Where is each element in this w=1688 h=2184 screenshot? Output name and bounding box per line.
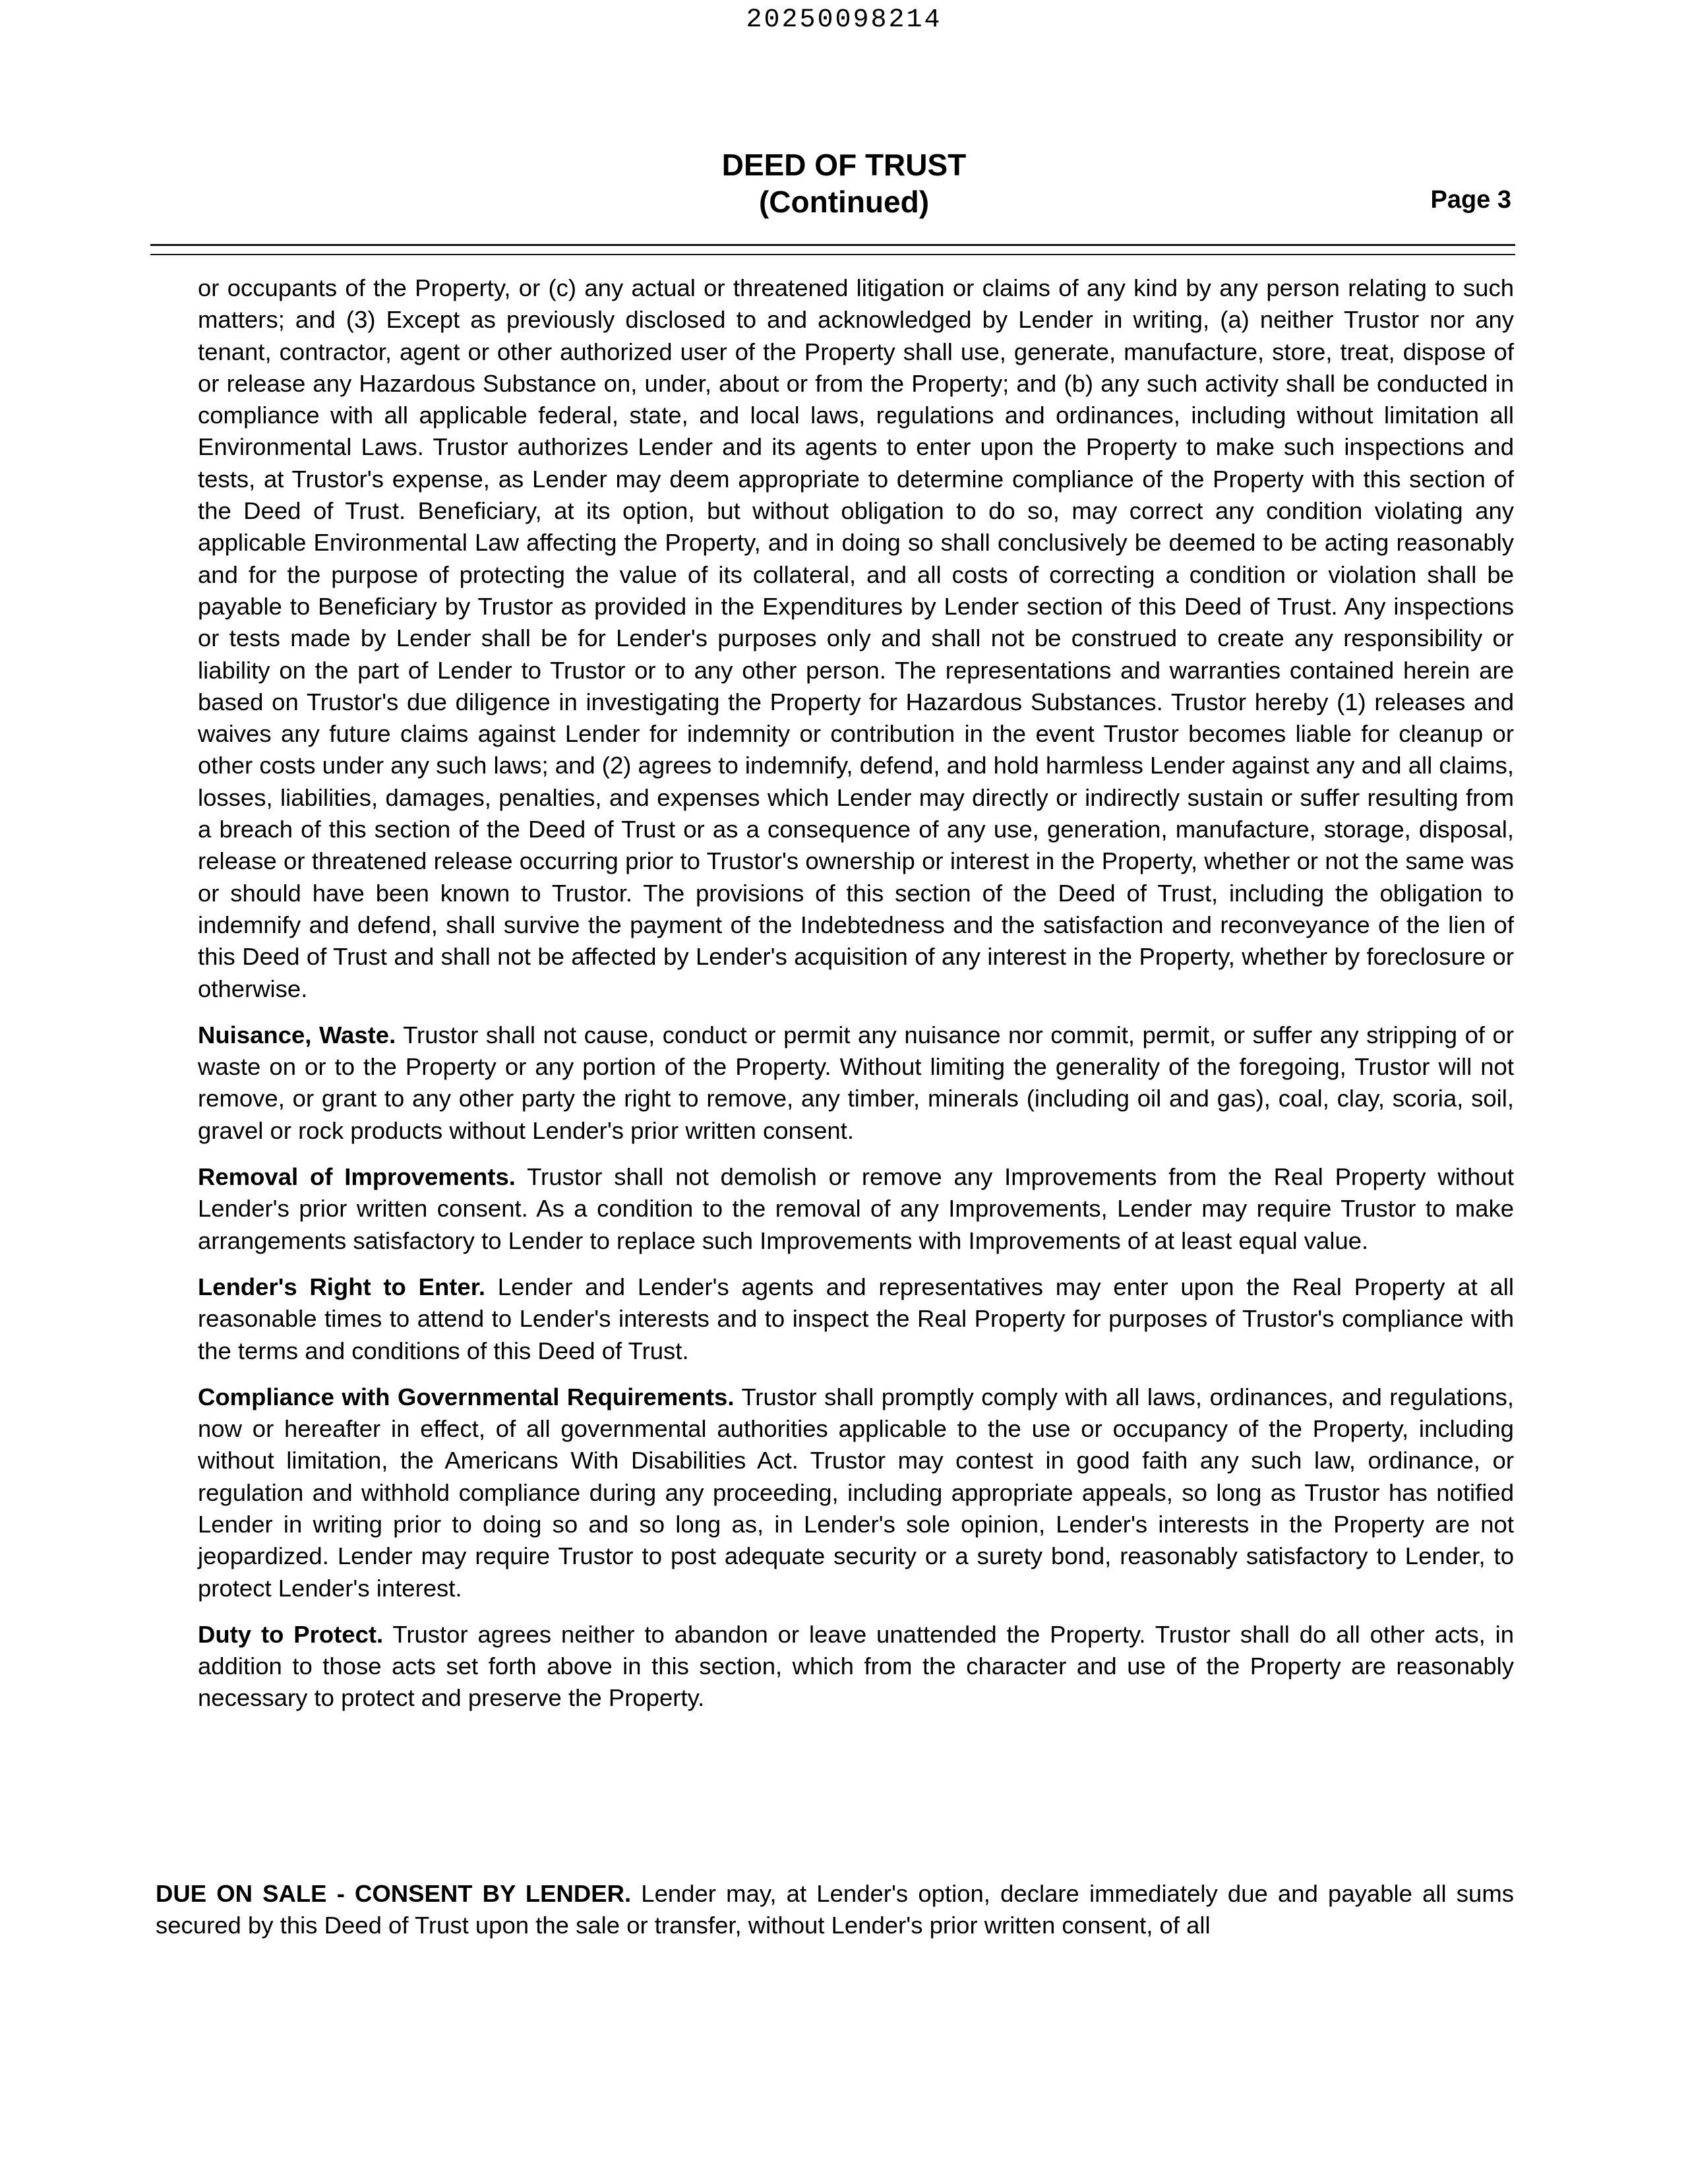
section-heading: DUE ON SALE - CONSENT BY LENDER. bbox=[156, 1880, 632, 1907]
paragraph-removal-of-improvements bbox=[198, 1161, 1514, 1257]
header-rule-top bbox=[150, 244, 1515, 246]
paragraph-text: Trustor shall not demolish or remove any Improvements from the Real Property without Lender's prior written consent. As a condition to the removal of any Improvements, Lender may require Trustor to make arrangements satisfactory to Lender to replace such Improvements with Improvements of at least equal value. bbox=[198, 1163, 1515, 1254]
paragraph-heading: Lender's Right to Enter. bbox=[198, 1273, 486, 1300]
header-rule-bottom bbox=[150, 254, 1515, 255]
paragraph-text: Trustor shall not cause, conduct or permit any nuisance nor commit, permit, or suffer any stripping of or waste on or to the Property or any portion of the Property. Without limiting the generality of the foregoing, Trustor will not remove, or grant to any other party the right to remove, any timber, minerals (including oil and gas), coal, clay, scoria, soil, gravel or rock products without Lender's prior written consent. bbox=[198, 1021, 1514, 1144]
paragraph-heading: Compliance with Governmental Requirements. bbox=[198, 1383, 735, 1410]
paragraph-text: or occupants of the Property, or (c) any actual or threatened litigation or claims of any kind by any person relating to such matters; and (3) Except as previously disclosed to and acknowledged by Lender in writing, (a) neither Trustor nor any tenant, contractor, agent or other authorized user of the Property shall use, generate, manufacture, store, treat, dispose of or release any Hazardous Substance on, under, about or from the Property; and (b) any such activity shall be conducted in compliance with all applicable federal, state, and local laws, regulations and ordinances, including without limitation all Environmental Laws. Trustor authorizes Lender and its agents to enter upon the Property to make such inspections and tests, at Trustor's expense, as Lender may deem appropriate to determine compliance of the Property with this section of the Deed of Trust. Beneficiary, at its option, but without obligation to do so, may correct any condition violating any applicable Environmental Law affecting the Property, and in doing so shall conclusively be deemed to be acting reasonably and for the purpose of protecting the value of its collateral, and all costs of correcting a condition or violation shall be payable to Beneficiary by Trustor as provided in the Expenditures by Lender section of this Deed of Trust. Any inspections or tests made by Lender shall be for Lender's purposes only and shall not be construed to create any responsibility or liability on the part of Lender to Trustor or to any other person. The representations and warranties contained herein are based on Trustor's due diligence in investigating the Property for Hazardous Substances. Trustor hereby (1) releases and waives any future claims against Lender for indemnity or contribution in the event Trustor becomes liable for cleanup or other costs under any such laws; and (2) agrees to indemnify, defend, and hold harmless Lender against any and all claims, losses, liabilities, damages, penalties, and expenses which Lender may directly or indirectly sustain or suffer resulting from a breach of this section of the Deed of Trust or as a consequence of any use, generation, manufacture, storage, disposal, release or threatened release occurring prior to Trustor's ownership or interest in the Property, whether or not the same was or should have been known to Trustor. The provisions of this section of the Deed of Trust, including the obligation to indemnify and defend, shall survive the payment of the Indebtedness and the satisfaction and reconveyance of the lien of this Deed of Trust and shall not be affected by Lender's acquisition of any interest in the Property, whether by foreclosure or otherwise. bbox=[198, 274, 1514, 1002]
paragraph-text: Trustor agrees neither to abandon or leave unattended the Property. Trustor shall do all other acts, in addition to those acts set forth above in this section, which from the character and use of the Property are reasonably necessary to protect and preserve the Property. bbox=[198, 1620, 1514, 1712]
paragraph-heading: Removal of Improvements. bbox=[198, 1163, 516, 1191]
paragraph-heading: Nuisance, Waste. bbox=[198, 1021, 396, 1048]
document-body bbox=[198, 272, 1514, 1729]
recording-number: 20250098214 bbox=[746, 5, 942, 35]
paragraph-duty-to-protect bbox=[198, 1619, 1514, 1714]
paragraph-due-on-sale bbox=[156, 1878, 1514, 1942]
paragraph-heading: Duty to Protect. bbox=[198, 1620, 384, 1648]
paragraph-text: Trustor shall promptly comply with all laws, ordinances, and regulations, now or hereafter in effect, of all governmental authorities applicable to the use or occupancy of the Property, including without limitation, the Americans With Disabilities Act. Trustor may contest in good faith any such law, ordinance, or regulation and withhold compliance during any proceeding, including appropriate appeals, so long as Trustor has notified Lender in writing prior to doing so and so long as, in Lender's sole opinion, Lender's interests in the Property are not jeopardized. Lender may require Trustor to post adequate security or a surety bond, reasonably satisfactory to Lender, to protect Lender's interest. bbox=[198, 1383, 1514, 1602]
paragraph-compliance-governmental bbox=[198, 1381, 1514, 1604]
paragraph-text: Lender and Lender's agents and representatives may enter upon the Real Property at all reasonable times to attend to Lender's interests and to inspect the Real Property for purposes of Trustor's compliance with the terms and conditions of this Deed of Trust. bbox=[198, 1273, 1514, 1364]
paragraph-environmental-continued bbox=[198, 272, 1514, 1005]
paragraph-lenders-right-to-enter bbox=[198, 1271, 1514, 1367]
page-number: Page 3 bbox=[1430, 186, 1511, 214]
section-text: Lender may, at Lender's option, declare immediately due and payable all sums secured by this Deed of Trust upon the sale or transfer, without Lender's prior written consent, of all bbox=[156, 1880, 1514, 1939]
document-subtitle: (Continued) bbox=[758, 185, 930, 219]
paragraph-nuisance-waste bbox=[198, 1019, 1514, 1147]
document-title: DEED OF TRUST bbox=[721, 148, 967, 182]
section-due-on-sale bbox=[156, 1878, 1514, 1942]
